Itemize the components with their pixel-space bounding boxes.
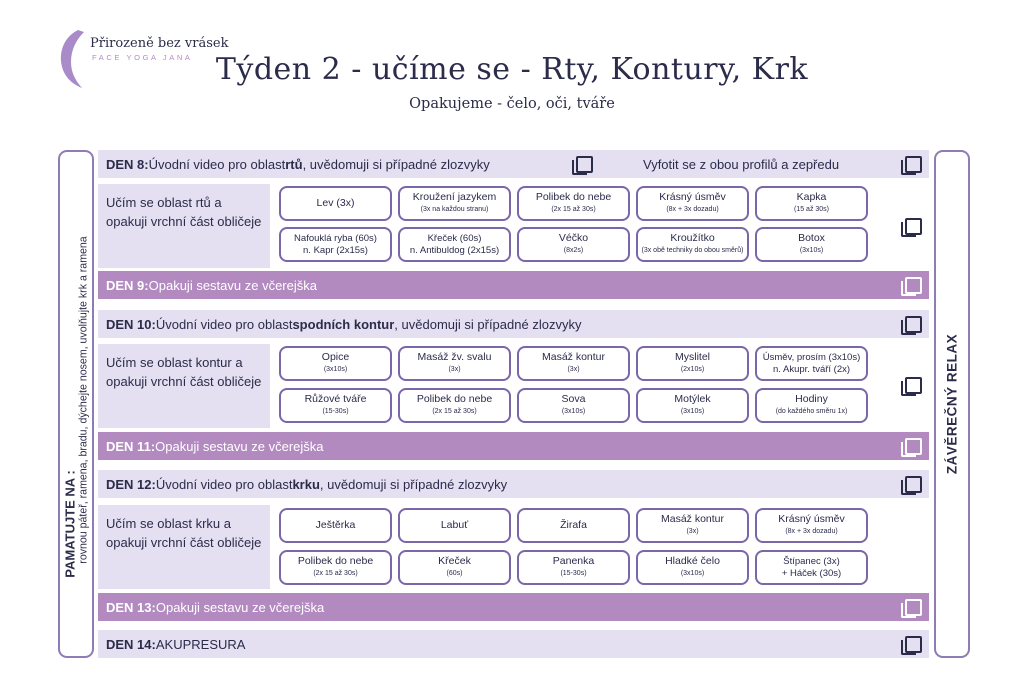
exercise-dosage: (3x10s) [680,570,705,577]
exercise-line: Úsměv, prosím (3x10s) [762,351,861,363]
exercise-name: Kroužítko [670,232,715,244]
exercise-dosage: (15-30s) [560,570,587,577]
exercise-dosage: (60s) [446,570,463,577]
exercise-card [398,550,511,585]
exercise-line: Křeček (60s) [427,232,482,244]
checkbox-icon[interactable] [572,156,589,173]
exercise-name: Polibek do nebe [535,191,612,203]
exercise-card [398,508,511,543]
checkbox-icon[interactable] [901,156,918,173]
exercise-dosage: (3x10s) [561,408,586,415]
exercise-card [636,346,749,381]
exercise-dosage: (3x10s) [680,408,705,415]
exercise-name: Hladké čelo [665,555,720,567]
exercise-name: Hodiny [795,393,828,405]
exercise-name: Lev (3x) [316,197,355,209]
exercise-dosage: (3x10s) [323,366,348,373]
exercise-dosage: (8x + 3x dozadu) [785,528,838,535]
exercise-dosage: (15-30s) [322,408,349,415]
exercise-name: Masáž žv. svalu [417,351,492,363]
checkbox-icon[interactable] [901,476,918,493]
exercise-name: Ještěrka [315,519,356,531]
exercise-card [517,550,630,585]
exercise-card [636,508,749,543]
day-12-bar: DEN 12: Úvodní video pro oblast krku , uvědomuji si případné zlozvyky [98,470,929,498]
checkbox-icon[interactable] [901,277,918,294]
section-intro: Učím se oblast kontur a opakuji vrchní část obličeje [98,344,270,428]
exercise-dosage: (2x10s) [680,366,705,373]
exercise-card [517,388,630,423]
reminder-title: PAMATUJTE NA : [62,470,78,578]
exercise-card [755,550,868,585]
exercise-dosage: (3x10s) [799,247,824,254]
exercise-line: Nafouklá ryba (60s) [294,232,377,244]
checkbox-icon[interactable] [901,438,918,455]
section-intro: Učím se oblast rtů a opakuji vrchní část obličeje [98,184,270,268]
brand-name: Přirozeně bez vrásek [90,36,229,51]
photo-task: Vyfotit se z obou profilů a zepředu [643,156,840,172]
exercise-dosage: (2x 15 až 30s) [551,206,596,213]
exercise-name: Botox [798,232,825,244]
checkbox-icon[interactable] [901,377,918,394]
exercise-card [636,550,749,585]
exercise-card [636,227,749,262]
exercise-card [755,186,868,221]
exercise-name: Křeček [438,555,471,567]
exercise-dosage: (2x 15 až 30s) [313,570,358,577]
exercise-name: Kroužení jazykem [412,191,497,203]
exercise-card [517,346,630,381]
exercise-card [517,508,630,543]
exercise-name: Véčko [558,232,589,244]
reminder-text [62,236,90,578]
section-intro: Učím se oblast krku a opakuji vrchní část obličeje [98,505,270,589]
exercise-card [755,346,868,381]
day-9-bar: DEN 9: Opakuji sestavu ze včerejška [98,271,929,299]
exercise-card [398,227,511,262]
final-relax-label: ZÁVĚREČNÝ RELAX [944,333,960,475]
exercise-dosage: (3x) [686,528,699,535]
checkbox-icon[interactable] [901,599,918,616]
exercise-card [279,346,392,381]
exercise-card [279,186,392,221]
exercise-line: Štípanec (3x) [783,555,840,567]
exercise-dosage: (2x 15 až 30s) [432,408,477,415]
exercise-card [279,388,392,423]
day-8-bar: DEN 8: Úvodní video pro oblast rtů , uvědomuji si případné zlozvyky Vyfotit se z obou profilů a zepředu [98,150,929,178]
exercise-name: Kapka [796,191,827,203]
checkbox-icon[interactable] [901,316,918,333]
exercise-name: Masáž kontur [541,351,606,363]
exercise-name: Masáž kontur [660,513,725,525]
exercise-card [636,186,749,221]
exercise-dosage: (3x) [567,366,580,373]
exercise-dosage: (3x) [448,366,461,373]
exercise-line: + Háček (30s) [781,567,842,579]
exercise-card [755,508,868,543]
exercise-dosage: (3x na každou stranu) [420,206,489,213]
exercise-card [517,227,630,262]
exercise-card [279,550,392,585]
day-10-bar: DEN 10: Úvodní video pro oblast spodních kontur , uvědomuji si případné zlozvyky [98,310,929,338]
exercise-name: Polibek do nebe [416,393,493,405]
exercise-dosage: (8x + 3x dozadu) [666,206,719,213]
final-relax-panel [934,150,970,658]
exercise-name: Opice [321,351,350,363]
exercise-dosage: (3x obě techniky do obou směrů) [641,247,744,254]
exercise-card [398,388,511,423]
exercise-name: Sova [561,393,586,405]
reminder-body: rovnou páteř, ramena, bradu, dýchejte nosem, uvolňujte krk a ramena [77,236,90,564]
exercise-name: Žirafa [560,519,587,531]
page-subtitle: Opakujeme - čelo, oči, tváře [409,96,615,112]
exercise-name: Krásný úsměv [778,513,845,525]
day-13-bar: DEN 13: Opakuji sestavu ze včerejška [98,593,929,621]
exercise-card [517,186,630,221]
exercise-line: n. Akupr. tváří (2x) [772,363,851,375]
exercise-card [636,388,749,423]
exercise-card [279,227,392,262]
exercise-dosage: (8x2s) [563,247,584,254]
exercise-card [755,388,868,423]
day-14-bar: DEN 14: AKUPRESURA [98,630,929,658]
page-title: Týden 2 - učíme se - Rty, Kontury, Krk [215,52,809,87]
exercise-name: Motýlek [674,393,711,405]
checkbox-icon[interactable] [901,218,918,235]
exercise-card [398,346,511,381]
checkbox-icon[interactable] [901,636,918,653]
exercise-name: Labuť [440,519,469,531]
exercise-card [755,227,868,262]
exercise-name: Polibek do nebe [297,555,374,567]
exercise-dosage: (15 až 30s) [793,206,830,213]
brand-subtitle: FACE YOGA JANA [92,53,193,62]
exercise-line: n. Kapr (2x15s) [303,244,368,256]
exercise-line: n. Antibuldog (2x15s) [409,244,500,256]
exercise-name: Růžové tváře [304,393,367,405]
exercise-card [398,186,511,221]
day-label: DEN 8: [106,156,149,172]
exercise-dosage: (do každého směru 1x) [775,408,848,415]
exercise-card [279,508,392,543]
exercise-name: Panenka [552,555,595,567]
exercise-name: Krásný úsměv [659,191,726,203]
exercise-name: Myslitel [674,351,710,363]
reminder-panel [58,150,94,658]
day-11-bar: DEN 11: Opakuji sestavu ze včerejška [98,432,929,460]
